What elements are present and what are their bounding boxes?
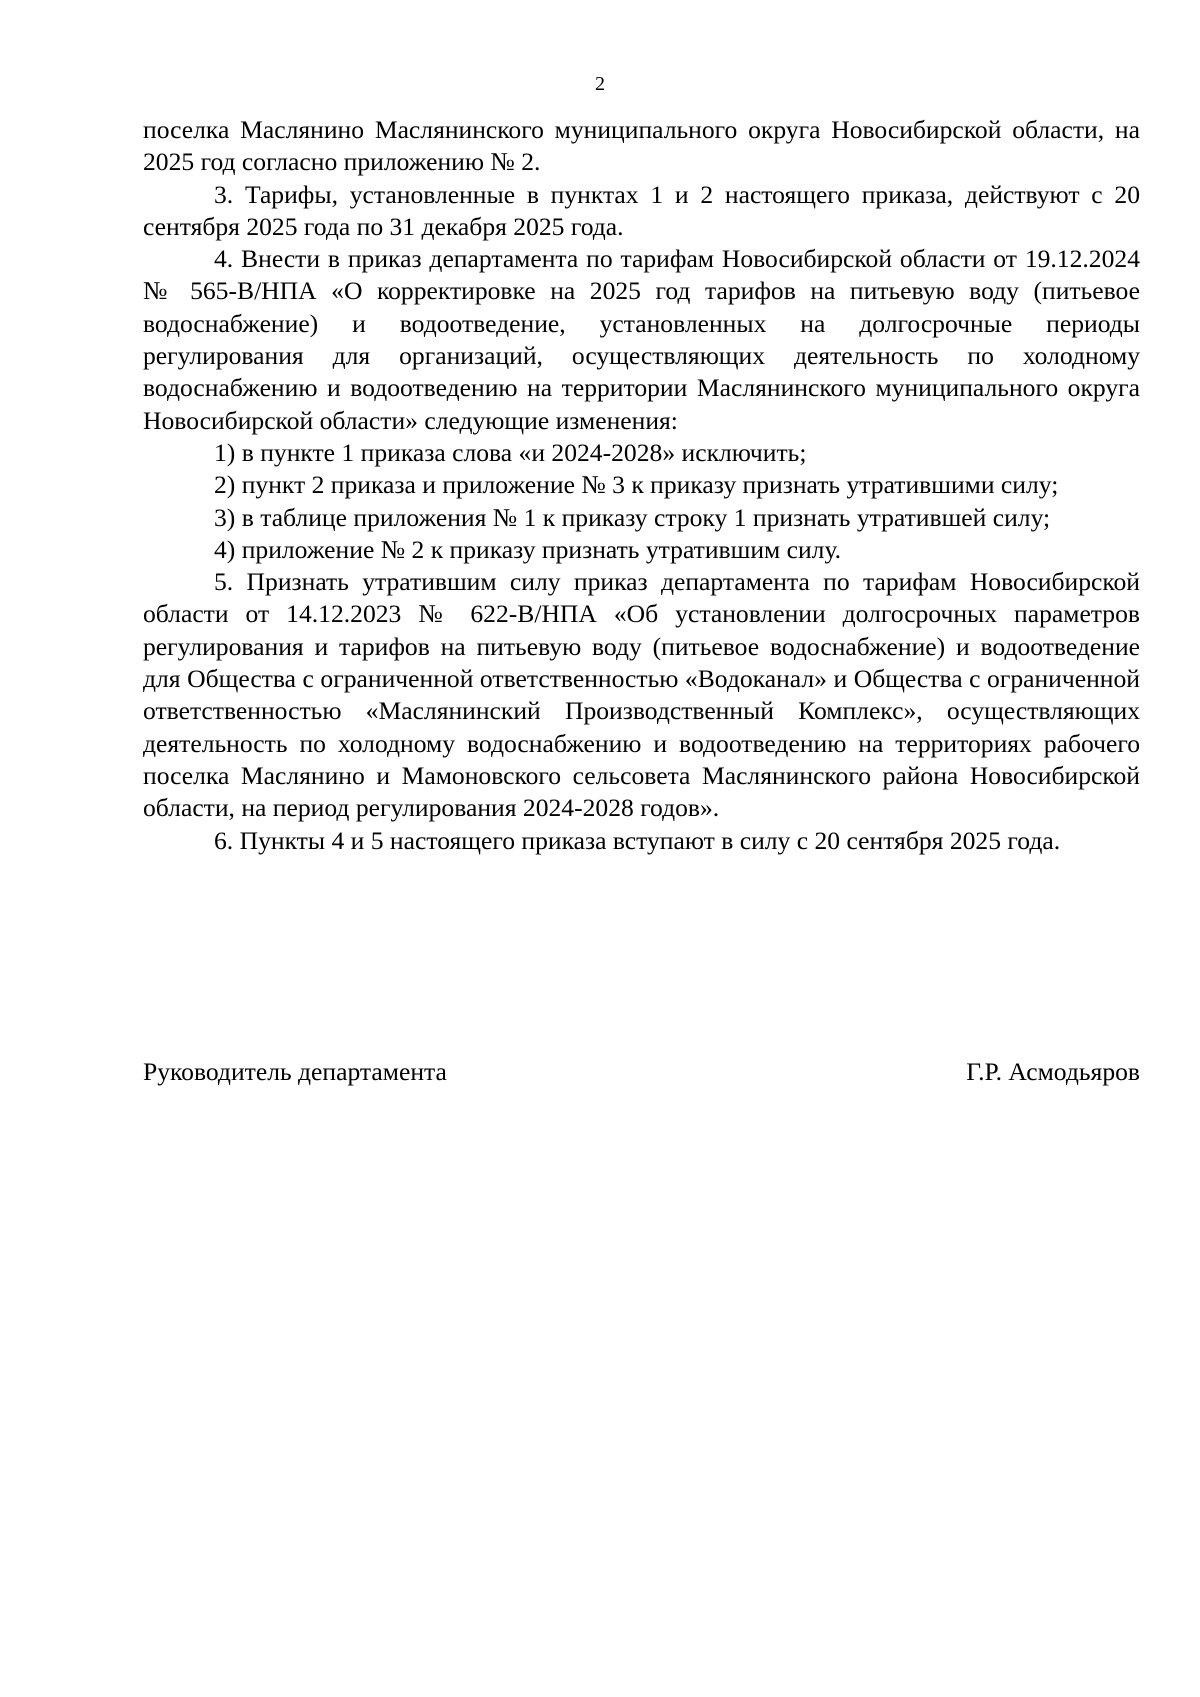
paragraph-item-5: 5. Признать утратившим силу приказ департамента по тарифам Новосибирской области от 14.12.2023 № 622-В/НПА «Об установлении долгосрочных параметров регулирования и тарифов на питьевую воду (питьевое водоснабжение) и водоотведение для Общества с ограниченной ответственностью «Водоканал» и Общества с ограниченной ответственностью «Маслянинский Производственный Комплекс», осуществляющих деятельность по холодному водоснабжению и водоотведению на территориях рабочего поселка Маслянино и Мамоновского сельсовета Маслянинского района Новосибирской области, на период регулирования 2024-2028 годов». xyxy=(143,567,1140,823)
page-number: 2 xyxy=(595,73,605,95)
subitem-4-2: 2) пункт 2 приказа и приложение № 3 к приказу признать утратившими силу; xyxy=(214,470,1059,500)
subitem-4-4: 4) приложение № 2 к приказу признать утратившим силу. xyxy=(214,534,842,564)
signature-block xyxy=(143,1056,1140,1088)
paragraph-item-4: 4. Внести в приказ департамента по тарифам Новосибирской области от 19.12.2024 № 565-В/НПА «О корректировке на 2025 год тарифов на питьевую воду (питьевое водоснабжение) и водоотведение, установленных на долгосрочные периоды регулирования для организаций, осуществляющих деятельность по холодному водоснабжению и водоотведению на территории Маслянинского муниципального округа Новосибирской области» следующие изменения: xyxy=(143,244,1140,435)
paragraph-item-6: 6. Пункты 4 и 5 настоящего приказа вступают в силу с 20 сентября 2025 года. xyxy=(214,825,1061,855)
paragraph-item-3: 3. Тарифы, установленные в пунктах 1 и 2 настоящего приказа, действуют с 20 сентября 2025 года по 31 декабря 2025 года. xyxy=(143,179,1140,241)
subitem-4-1: 1) в пункте 1 приказа слова «и 2024-2028» исключить; xyxy=(214,437,807,467)
subitem-4-3: 3) в таблице приложения № 1 к приказу строку 1 признать утратившей силу; xyxy=(214,502,1051,532)
document-body xyxy=(143,114,1140,857)
signatory-name: Г.Р. Асмодьяров xyxy=(966,1057,1140,1086)
signatory-position: Руководитель департамента xyxy=(143,1057,447,1086)
paragraph-continuation: поселка Маслянино Маслянинского муниципального округа Новосибирской области, на 2025 год согласно приложению № 2. xyxy=(143,115,1140,177)
